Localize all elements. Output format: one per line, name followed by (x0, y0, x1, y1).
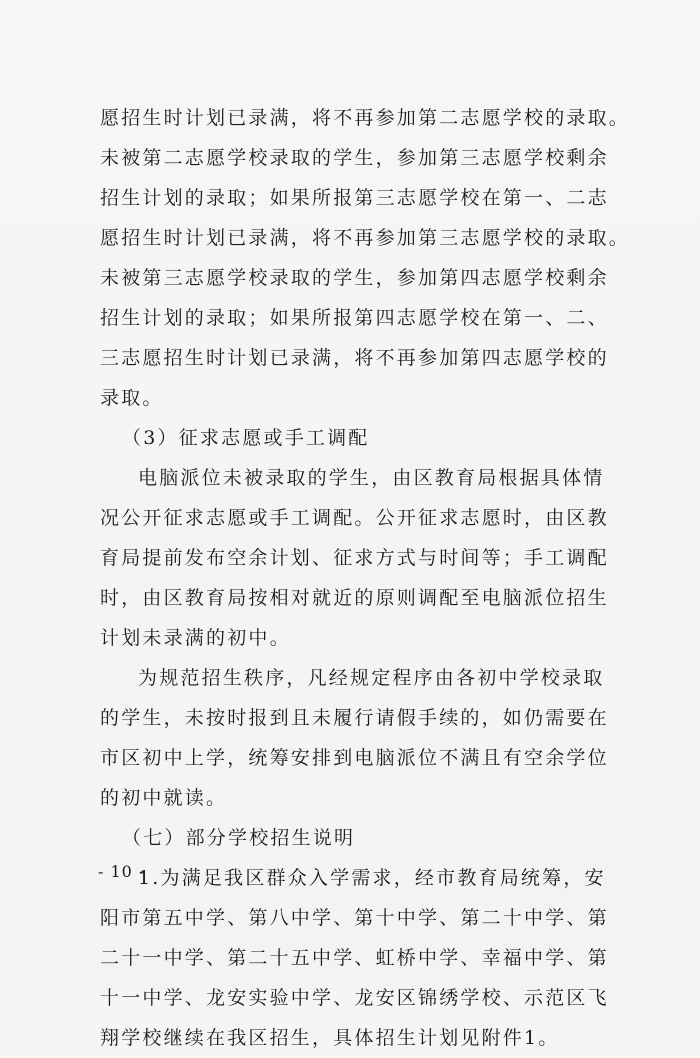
text-line: 计划未录满的初中。 (100, 627, 291, 649)
section-heading: （3）征求志愿或手工调配 (122, 427, 370, 449)
text-line: 愿招生时计划已录满，将不再参加第三志愿学校的录取。 (100, 227, 631, 249)
text-line: 未被第二志愿学校录取的学生，参加第三志愿学校剩余 (100, 147, 609, 169)
text-line: 阳市第五中学、第八中学、第十中学、第二十中学、第 (100, 907, 609, 929)
text-line: 愿招生时计划已录满，将不再参加第二志愿学校的录取。 (100, 107, 631, 129)
text-line: 三志愿招生时计划已录满，将不再参加第四志愿学校的 (100, 347, 609, 369)
text-line: 十一中学、龙安实验中学、龙安区锦绣学校、示范区飞 (100, 987, 609, 1009)
text-line: 电脑派位未被录取的学生，由区教育局根据具体情 (138, 467, 605, 489)
page-number: - 10 - (98, 862, 146, 881)
text-line: 招生计划的录取；如果所报第三志愿学校在第一、二志 (100, 187, 609, 209)
text-line: 翔学校继续在我区招生，具体招生计划见附件1。 (100, 1027, 560, 1049)
text-line: 未被第三志愿学校录取的学生，参加第四志愿学校剩余 (100, 267, 609, 289)
text-line: 招生计划的录取；如果所报第四志愿学校在第一、二、 (100, 307, 609, 329)
text-line: 育局提前发布空余计划、征求方式与时间等；手工调配 (100, 547, 609, 569)
text-line: 的初中就读。 (100, 787, 228, 809)
text-line: 录取。 (100, 387, 164, 409)
text-line: 时，由区教育局按相对就近的原则调配至电脑派位招生 (100, 587, 609, 609)
text-line: 市区初中上学，统筹安排到电脑派位不满且有空余学位 (100, 747, 609, 769)
text-line: 二十一中学、第二十五中学、虹桥中学、幸福中学、第 (100, 947, 609, 969)
text-line: 的学生，未按时报到且未履行请假手续的，如仍需要在 (100, 707, 609, 729)
text-line: 1.为满足我区群众入学需求，经市教育局统筹，安 (138, 867, 606, 889)
section-heading: （七）部分学校招生说明 (122, 827, 356, 849)
text-line: 况公开征求志愿或手工调配。公开征求志愿时，由区教 (100, 507, 609, 529)
body-text (100, 98, 631, 1058)
text-line: 为规范招生秩序，凡经规定程序由各初中学校录取 (138, 667, 605, 689)
